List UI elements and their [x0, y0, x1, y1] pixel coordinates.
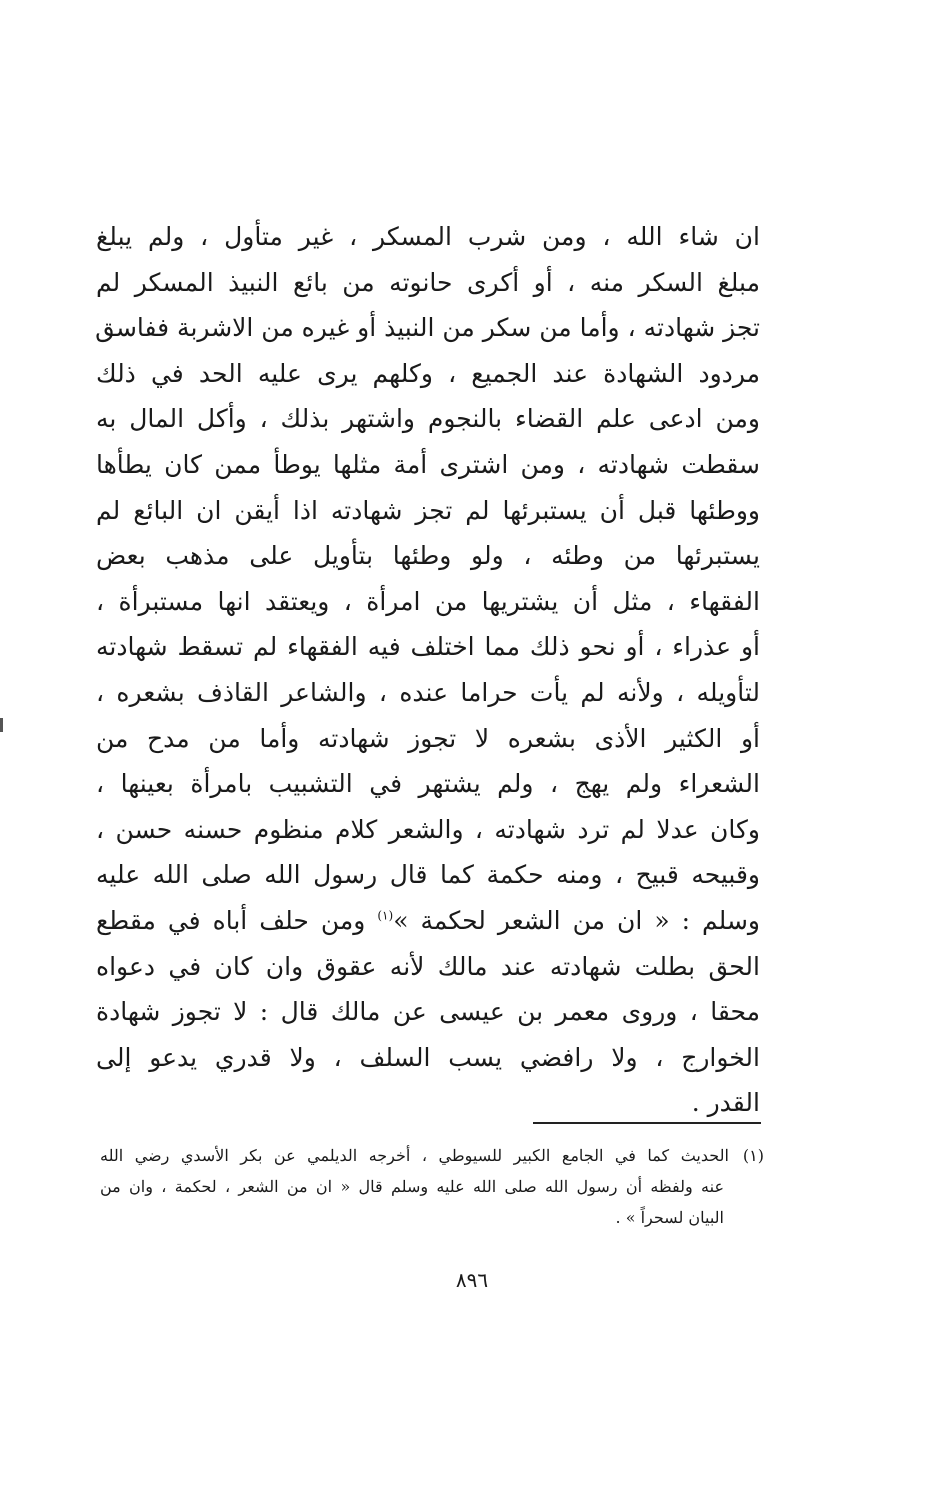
text-line: وكان عدلا لم ترد شهادته ، والشعر كلام منظوم حسنه حسن ، — [96, 814, 760, 844]
text-line: مردود الشهادة عند الجميع ، وكلهم يرى عليه الحد في ذلك — [96, 358, 760, 388]
text-line: محقا ، وروى معمر بن عيسى عن مالك قال : لا تجوز شهادة — [96, 997, 760, 1027]
text-line: مبلغ السكر منه ، أو أكرى حانوته من بائع النبيذ المسكر لم — [96, 267, 760, 297]
text-line: الحق بطلت شهادته عند مالك لأنه عقوق وان كان في دعواه — [96, 951, 760, 981]
text-line: أو الكثير الأذى بشعره لا تجوز شهادته وأما من مدح من — [96, 723, 760, 753]
text-line: لتأويله ، ولأنه لم يأت حراما عنده ، والشاعر القاذف بشعره ، — [96, 677, 760, 707]
footnote-line: عنه ولفظه أن رسول الله صلى الله عليه وسلم قال « ان من الشعر ، لحكمة ، وان من — [100, 1177, 724, 1196]
text-line: الخوارج ، ولا رافضي يسب السلف ، ولا قدري يدعو إلى — [96, 1042, 760, 1072]
text-line: أو عذراء ، أو نحو ذلك مما اختلف فيه الفقهاء لم تسقط شهادته — [96, 632, 760, 662]
text-line-with-footnote-ref — [96, 898, 760, 944]
text-line: القدر . — [691, 1088, 760, 1118]
footnote-block — [100, 1140, 764, 1233]
scan-margin-mark — [0, 718, 3, 732]
main-text-block — [96, 214, 760, 1126]
text-line: الفقهاء ، مثل أن يشتريها من امرأة ، ويعتقد انها مستبرأة ، — [96, 586, 760, 616]
text-line: سقطت شهادته ، ومن اشترى أمة مثلها يوطأ ممن كان يطأها — [96, 449, 760, 479]
text-line: الشعراء ولم يهج ، ولم يشتهر في التشبيب بامرأة بعينها ، — [96, 769, 760, 799]
page-number: ٨٩٦ — [455, 1268, 489, 1292]
footnote-line — [100, 1140, 764, 1171]
text-line: وقبيحه قبيح ، ومنه حكمة كما قال رسول الله صلى الله عليه — [96, 860, 760, 890]
text-line: ووطئها قبل أن يستبرئها لم تجز شهادته اذا أيقن ان البائع لم — [96, 495, 760, 525]
footnote-line: البيان لسحراً » . — [615, 1208, 724, 1227]
footnote-text: الحديث كما في الجامع الكبير للسيوطي ، أخرجه الديلمي عن بكر الأسدي رضي الله — [100, 1146, 729, 1165]
text-line: يستبرئها من وطئه ، ولو وطئها بتأويل على مذهب بعض — [96, 541, 760, 571]
text-segment: ومن حلف أباه في مقطع — [96, 905, 378, 935]
text-segment: وسلم : « ان من الشعر لحكمة » — [393, 905, 760, 935]
footnote-number: (١) — [742, 1146, 764, 1165]
footnote-separator — [533, 1122, 761, 1124]
text-line: ومن ادعى علم القضاء بالنجوم واشتهر بذلك ، وأكل المال به — [96, 404, 760, 434]
text-line: ان شاء الله ، ومن شرب المسكر ، غير متأول ، ولم يبلغ — [96, 222, 760, 251]
footnote-reference: (١) — [377, 908, 394, 923]
text-line: تجز شهادته ، وأما من سكر من النبيذ أو غيره من الاشربة ففاسق — [95, 313, 760, 343]
